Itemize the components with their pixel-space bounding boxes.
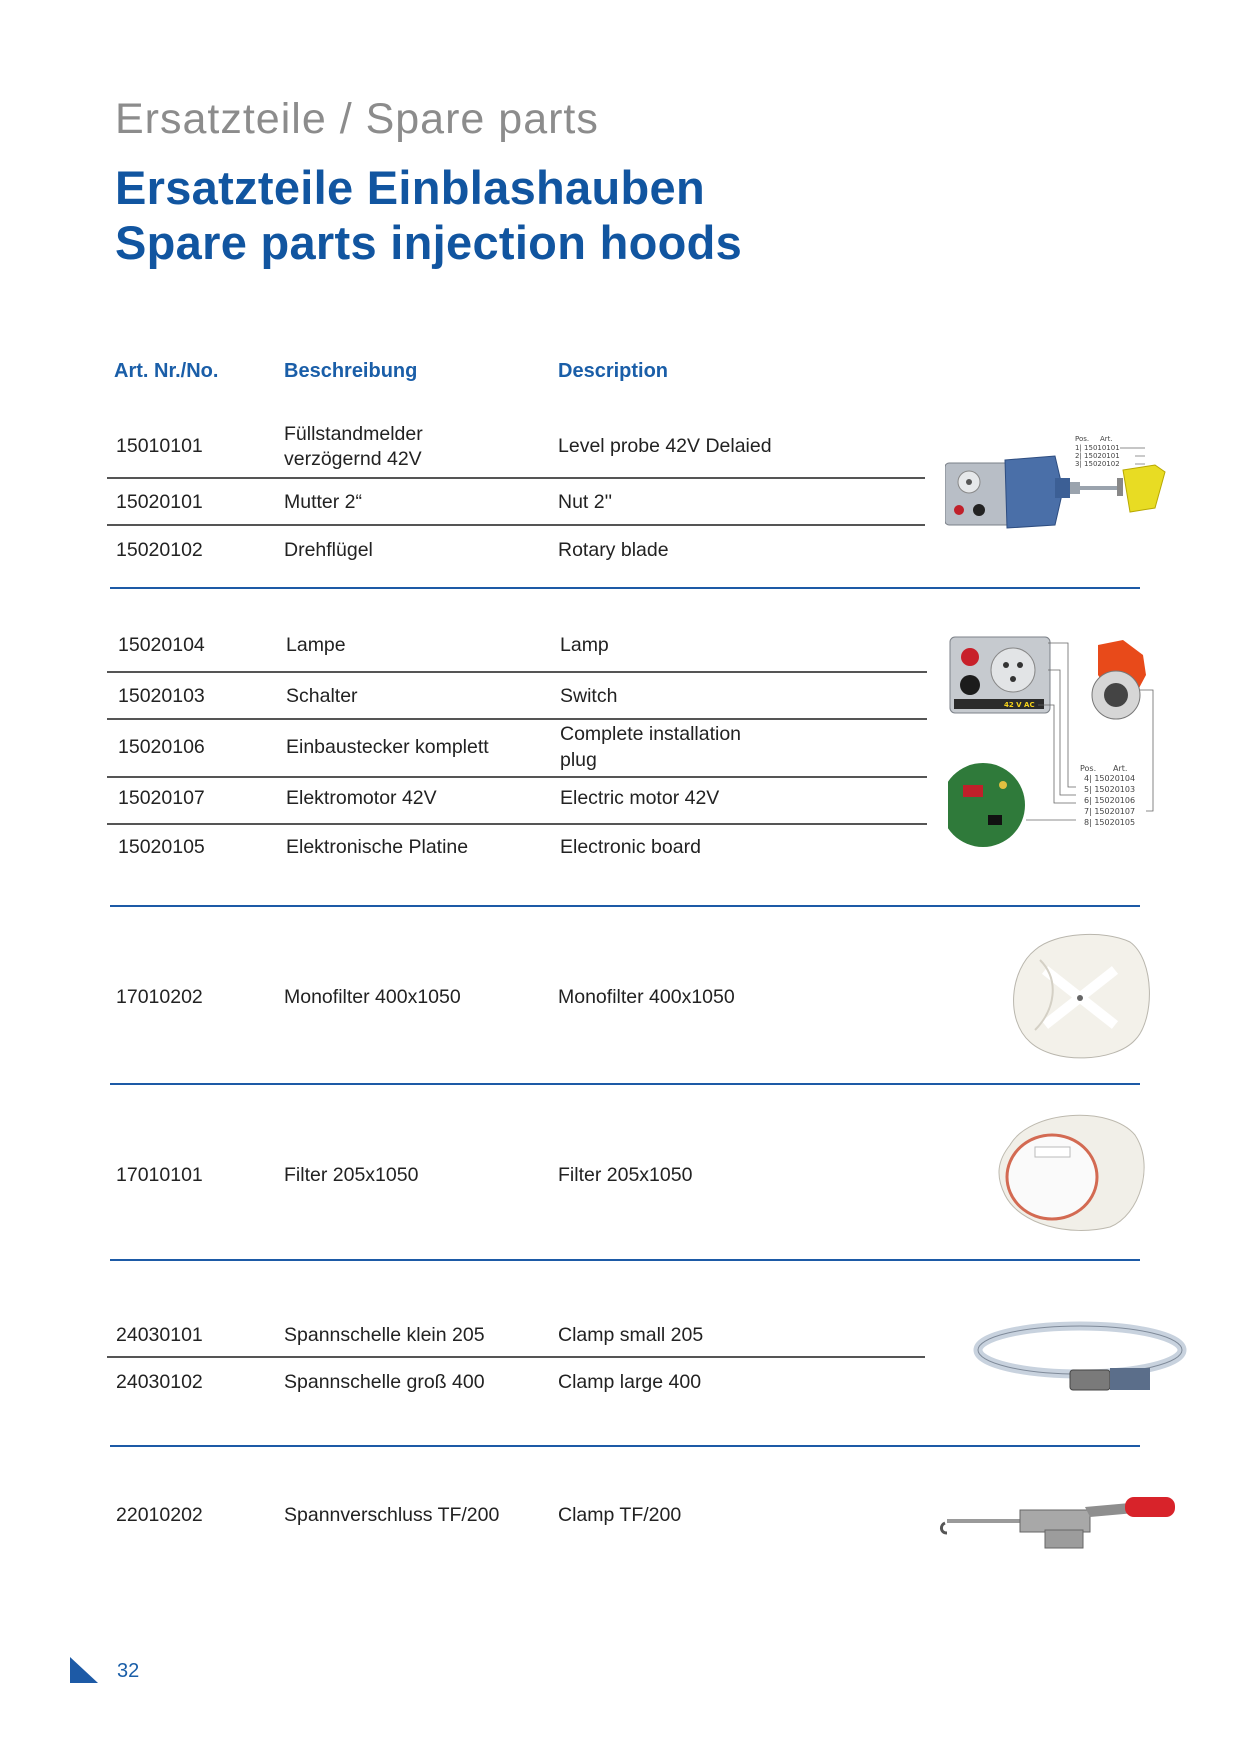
plug-voltage-label: 42 V AC xyxy=(1004,701,1035,709)
description-de: Drehflügel xyxy=(284,539,373,561)
art-number: 24030101 xyxy=(116,1324,203,1346)
row-divider xyxy=(107,718,927,720)
toggle-clamp-image xyxy=(935,1485,1185,1555)
section-divider xyxy=(110,587,1140,589)
description-en: Filter 205x1050 xyxy=(558,1164,693,1186)
section-divider xyxy=(110,1445,1140,1447)
filter-image xyxy=(990,1105,1150,1235)
description-de: Monofilter 400x1050 xyxy=(284,986,461,1008)
description-en: Electric motor 42V xyxy=(560,787,720,809)
callout-header-art: Art. xyxy=(1100,435,1113,443)
row-divider xyxy=(107,823,927,825)
row-divider xyxy=(107,1356,925,1358)
callout-header-pos: Pos. xyxy=(1080,764,1097,773)
section-divider xyxy=(110,1083,1140,1085)
art-number: 17010101 xyxy=(116,1164,203,1186)
description-en: Rotary blade xyxy=(558,539,669,561)
art-number: 15020102 xyxy=(116,539,203,561)
art-number: 15020105 xyxy=(118,836,205,858)
description-de: Spannschelle klein 205 xyxy=(284,1324,485,1346)
level-probe-image xyxy=(945,430,1195,545)
description-en: Lamp xyxy=(560,634,609,656)
description-en: Electronic board xyxy=(560,836,701,858)
art-number: 15010101 xyxy=(116,435,203,457)
art-number: 15020103 xyxy=(118,685,205,707)
art-number: 17010202 xyxy=(116,986,203,1008)
page-title-en: Spare parts injection hoods xyxy=(115,216,743,269)
page-number: 32 xyxy=(117,1660,140,1682)
description-en: Level probe 42V Delaied xyxy=(558,435,772,457)
art-number: 22010202 xyxy=(116,1504,203,1526)
description-en: Nut 2'' xyxy=(558,491,613,513)
description-de: Filter 205x1050 xyxy=(284,1164,419,1186)
description-de: Schalter xyxy=(286,685,358,707)
description-de: Spannverschluss TF/200 xyxy=(284,1504,500,1526)
callout-item: 7| 15020107 xyxy=(1084,807,1136,816)
description-en: Monofilter 400x1050 xyxy=(558,986,735,1008)
description-de: Mutter 2“ xyxy=(284,491,363,513)
column-header-description: Description xyxy=(558,360,669,382)
callout-item: 1| 15010101 xyxy=(1075,444,1120,452)
callout-item: 3| 15020102 xyxy=(1075,460,1120,468)
callout-header-pos: Pos. xyxy=(1075,435,1090,443)
row-divider xyxy=(107,477,925,479)
description-en: Complete installation xyxy=(560,723,742,745)
description-de: Elektronische Platine xyxy=(286,836,469,858)
description-en: Clamp large 400 xyxy=(558,1371,702,1393)
section-divider xyxy=(110,905,1140,907)
callout-item: 6| 15020106 xyxy=(1084,796,1136,805)
art-number: 15020107 xyxy=(118,787,205,809)
column-header-beschreibung: Beschreibung xyxy=(284,360,418,382)
description-en: Clamp small 205 xyxy=(558,1324,704,1346)
row-divider xyxy=(107,671,927,673)
description-de: Lampe xyxy=(286,634,346,656)
monofilter-image xyxy=(1005,930,1157,1065)
art-number: 15020104 xyxy=(118,634,205,656)
callout-item: 5| 15020103 xyxy=(1084,785,1136,794)
description-de: Spannschelle groß 400 xyxy=(284,1371,485,1393)
description-en: Switch xyxy=(560,685,618,707)
callout-item: 4| 15020104 xyxy=(1084,774,1136,783)
callout-item: 8| 15020105 xyxy=(1084,818,1136,827)
page-pretitle: Ersatzteile / Spare parts xyxy=(115,95,599,143)
callout-header-art: Art. xyxy=(1113,764,1128,773)
page-corner-triangle xyxy=(70,1657,98,1683)
row-divider xyxy=(107,776,927,778)
description-de-line2: verzögernd 42V xyxy=(284,448,422,470)
description-de: Füllstandmelder xyxy=(284,423,423,445)
description-de: Elektromotor 42V xyxy=(286,787,437,809)
clamp-image xyxy=(970,1310,1190,1405)
description-en: Clamp TF/200 xyxy=(558,1504,682,1526)
row-divider xyxy=(107,524,925,526)
description-en-line2: plug xyxy=(560,749,597,771)
description-de: Einbaustecker komplett xyxy=(286,736,489,758)
callout-item: 2| 15020101 xyxy=(1075,452,1120,460)
page-title-de: Ersatzteile Einblashauben xyxy=(115,161,705,214)
art-number: 24030102 xyxy=(116,1371,203,1393)
art-number: 15020101 xyxy=(116,491,203,513)
art-number: 15020106 xyxy=(118,736,205,758)
column-header-art-no: Art. Nr./No. xyxy=(114,360,219,382)
section-divider xyxy=(110,1259,1140,1261)
electrical-parts-image xyxy=(948,635,1178,860)
